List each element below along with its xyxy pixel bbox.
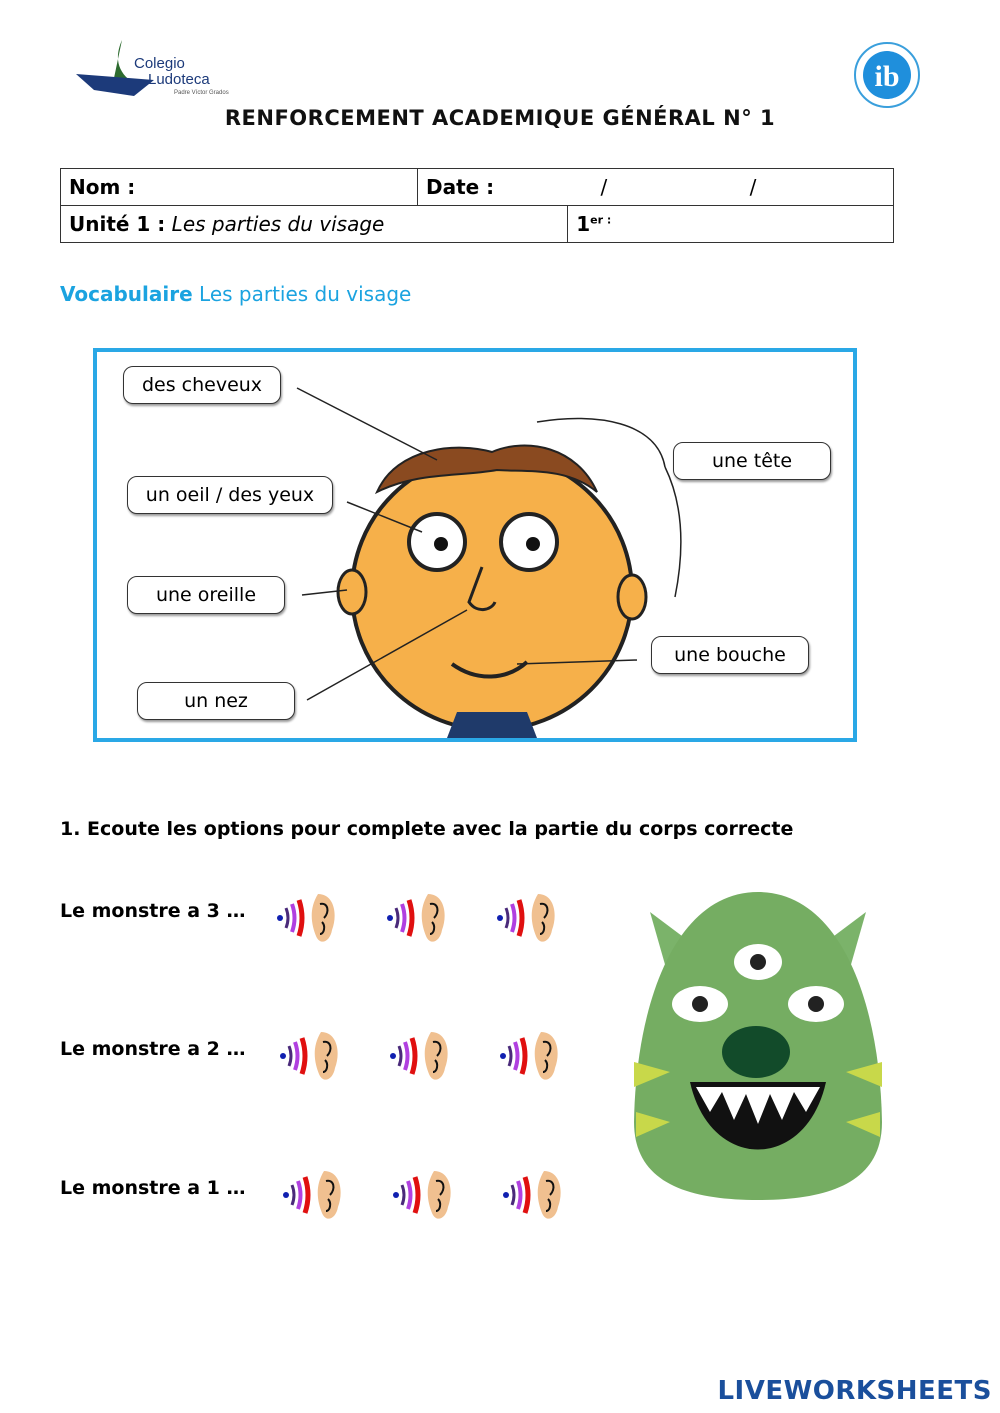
label-oeil: un oeil / des yeux: [127, 476, 333, 514]
face-diagram: [93, 348, 857, 742]
label-bouche: une bouche: [651, 636, 809, 674]
date-cell[interactable]: [418, 169, 894, 206]
date-separator: /: [600, 175, 608, 199]
label-nez: un nez: [137, 682, 295, 720]
vocab-title: Vocabulaire: [60, 282, 193, 306]
audio-option-ear-icon[interactable]: [494, 890, 556, 946]
monster-illustration: [630, 882, 886, 1202]
name-label: Nom :: [69, 175, 136, 199]
exercise-row-text: Le monstre a 1 …: [60, 1177, 246, 1199]
label-oreille: une oreille: [127, 576, 285, 614]
audio-option-ear-icon[interactable]: [390, 1167, 452, 1223]
audio-option-ear-icon[interactable]: [277, 1028, 339, 1084]
audio-option-ear-icon[interactable]: [280, 1167, 342, 1223]
ib-logo: [852, 40, 922, 110]
svg-text:ib: ib: [874, 60, 900, 93]
grade-label: 1: [576, 212, 591, 236]
liveworksheets-logo: LIVEWORKSHEETS: [717, 1376, 992, 1406]
audio-option-ear-icon[interactable]: [274, 890, 336, 946]
name-cell[interactable]: [61, 169, 418, 206]
school-logo: [74, 38, 244, 100]
face-illustration: [97, 352, 853, 738]
student-info-table: [60, 168, 894, 243]
grade-sup: er :: [590, 213, 612, 227]
exercise-row-text: Le monstre a 3 …: [60, 900, 246, 922]
vocab-subtitle: Les parties du visage: [199, 282, 412, 306]
label-cheveux: des cheveux: [123, 366, 281, 404]
page-title: RENFORCEMENT ACADEMIQUE GÉNÉRAL N° 1: [224, 106, 776, 130]
grade-cell[interactable]: [568, 206, 894, 243]
unit-label: Unité 1 :: [69, 212, 166, 236]
unit-cell: [61, 206, 568, 243]
date-label: Date :: [426, 175, 495, 199]
audio-option-ear-icon[interactable]: [497, 1028, 559, 1084]
vocab-heading: [60, 282, 411, 306]
svg-text:Colegio: Colegio: [134, 55, 185, 72]
date-separator: /: [749, 175, 757, 199]
audio-option-ear-icon[interactable]: [500, 1167, 562, 1223]
audio-option-ear-icon[interactable]: [387, 1028, 449, 1084]
school-logo-subtext: Padre Víctor Grados: [174, 90, 229, 96]
exercise-row-text: Le monstre a 2 …: [60, 1038, 246, 1060]
unit-value: Les parties du visage: [171, 212, 385, 236]
audio-option-ear-icon[interactable]: [384, 890, 446, 946]
svg-text:Ludoteca: Ludoteca: [148, 71, 210, 88]
exercise-instruction: 1. Ecoute les options pour complete avec la partie du corps correcte: [60, 818, 794, 840]
label-tete: une tête: [673, 442, 831, 480]
